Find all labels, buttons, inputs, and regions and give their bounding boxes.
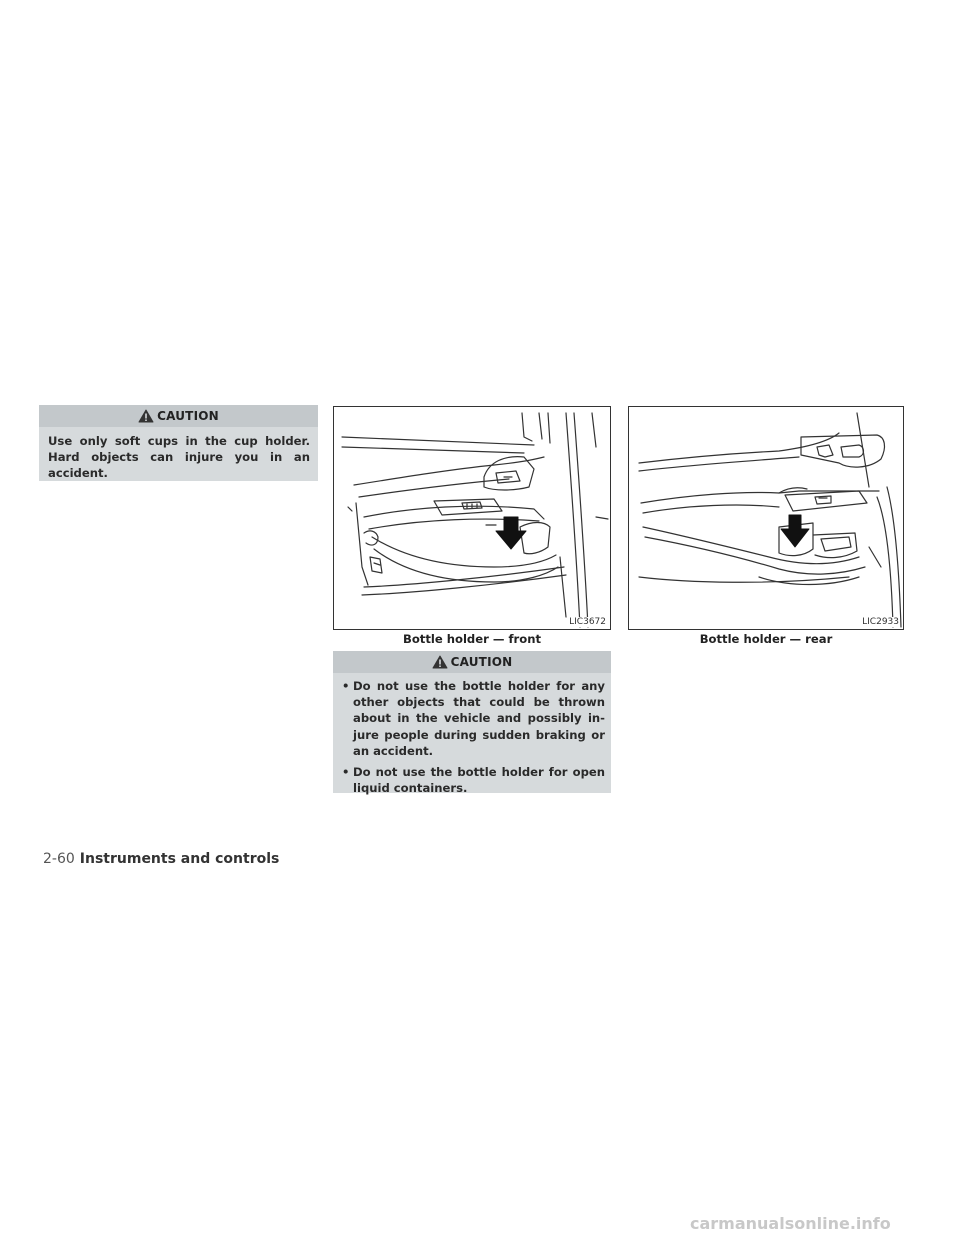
front-door-illustration [334,407,610,629]
warning-triangle-icon [432,655,448,669]
caution-heading: CAUTION [157,409,219,423]
rear-door-illustration [629,407,903,629]
caution-box-bottle-holder [333,651,611,796]
caution-header [333,651,611,673]
figure-bottle-holder-front [333,406,611,630]
bullet-dot-icon: • [342,679,350,693]
caution-box-cup-holder [39,405,318,481]
warning-triangle-icon [138,409,154,423]
caution-text: Use only soft cups in the cup holder. Hard objects can injure you in an accident. [48,434,310,481]
caution-bullet: • Do not use the bottle holder for any other objects that could be thrown about in the vehicle and possibly in- jure people during sudden braking or an accident. [342,679,605,758]
figure-bottle-holder-rear [628,406,904,630]
section-title: Instruments and controls [79,851,280,867]
page-number: 2-60 [43,851,75,867]
caption-rear: Bottle holder — rear [699,632,833,646]
figure-code: LIC3672 [569,617,606,627]
arrow-down-icon [496,517,526,549]
caution-header [39,405,318,427]
arrow-down-icon [781,515,809,547]
caption-front: Bottle holder — front [402,632,542,646]
caution-heading: CAUTION [450,655,513,669]
caution-bullets [333,673,611,796]
watermark[interactable]: carmanualsonline.info [690,1214,891,1233]
page-footer [43,851,279,867]
caution-bullet: • Do not use the bottle holder for open liquid containers. [342,765,605,796]
figure-code: LIC2933 [862,617,899,627]
bullet-dot-icon: • [342,765,350,780]
